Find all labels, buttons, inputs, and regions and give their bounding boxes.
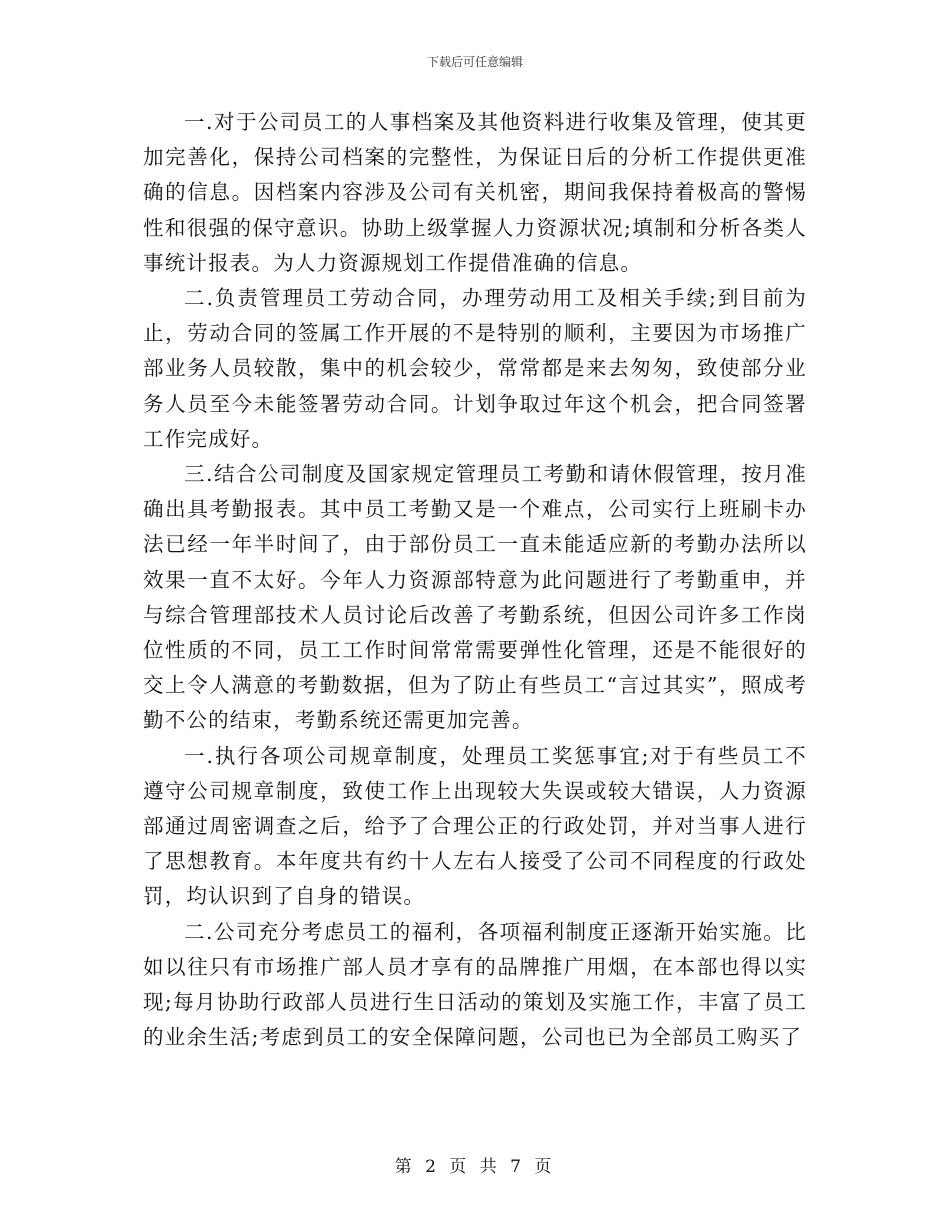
paragraph-3: 三.结合公司制度及国家规定管理员工考勤和请休假管理，按月准确出具考勤报表。其中员工考勤又是一个难点，公司实行上班刷卡办法已经一年半时间了，由于部份员工一直未能适应新的考勤办法所以效果一直不太好。今年人力资源部特意为此问题进行了考勤重申，并与综合管理部技术人员讨论后改善了考勤系统，但因公司许多工作岗位性质的不同，员工工作时间常常需要弹性化管理，还是不能很好的交上令人满意的考勤数据，但为了防止有些员工“言过其实”，照成考勤不公的结束，考勤系统还需更加完善。 <box>143 462 807 733</box>
paragraph-2: 二.负责管理员工劳动合同，办理劳动用工及相关手续;到目前为止，劳动合同的签属工作开展的不是特别的顺利，主要因为市场推广部业务人员较散，集中的机会较少，常常都是来去匆匆，致使部分业务人员至今未能签署劳动合同。计划争取过年这个机会，把合同签署工作完成好。 <box>143 286 807 451</box>
paragraph-4: 一.执行各项公司规章制度，处理员工奖惩事宜;对于有些员工不遵守公司规章制度，致使工作上出现较大失误或较大错误，人力资源部通过周密调查之后，给予了合理公正的行政处罚，并对当事人进行了思想教育。本年度共有约十人左右人接受了公司不同程度的行政处罚，均认识到了自身的错误。 <box>143 743 807 909</box>
paragraph-1: 一.对于公司员工的人事档案及其他资料进行收集及管理，使其更加完善化，保持公司档案的完整性，为保证日后的分析工作提供更准确的信息。因档案内容涉及公司有关机密，期间我保持着极高的警惕性和很强的保守意识。协助上级掌握人力资源状况;填制和分析各类人事统计报表。为人力资源规划工作提借准确的信息。 <box>143 110 807 275</box>
paragraph-5: 二.公司充分考虑员工的福利，各项福利制度正逐渐开始实施。比如以往只有市场推广部人员才享有的品牌推广用烟，在本部也得以实现;每月协助行政部人员进行生日活动的策划及实施工作，丰富了员工的业余生活;考虑到员工的安全保障问题，公司也已为全部员工购买了 <box>143 919 807 1050</box>
page-header: 下载后可任意编辑 <box>426 55 523 69</box>
document-body <box>143 105 807 1055</box>
page-footer: 第 2 页 共 7 页 <box>394 1157 556 1177</box>
